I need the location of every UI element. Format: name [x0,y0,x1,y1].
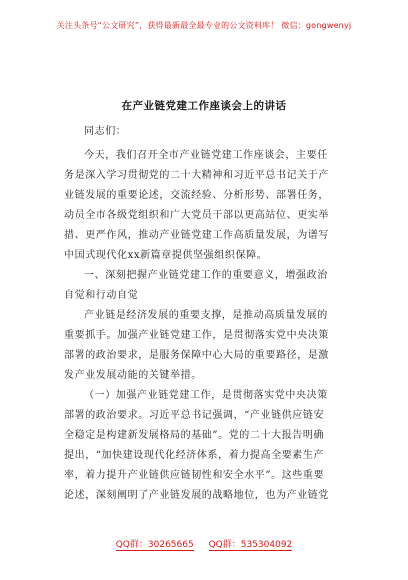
text-line: 部署的政治要求。习近平总书记强调，“产业链供应链安 [64,410,325,421]
text-line: 业链发展的重要论述，交流经验、分析形势、部署任务， [64,190,329,201]
document-body [64,122,358,506]
text-line: 今天，我们召开全市产业链党建工作座谈会，主要任 [84,150,328,161]
text-line: 全稳定是构建新发展格局的基础”。党的二十大报告明确 [64,430,325,441]
text-line: 动员全市各级党组织和广大党员干部以更高站位、更实举 [64,210,329,221]
paragraph [64,266,358,306]
qq-group-1: QQ群：30265665 [116,537,194,551]
text-line: 论述，深刻阐明了产业链发展的战略地位，也为产业链党 [64,490,329,501]
footer [0,537,408,551]
paragraphs [64,146,358,506]
text-line: 部署的政治要求，是服务保障中心大局的重要路径，是激 [64,350,329,361]
text-line: 产业链是经济发展的重要支撑，是推动高质量发展的 [84,310,328,321]
text-line: 务是深入学习贯彻党的二十大精神和习近平总书记关于产 [64,170,329,181]
text-line: 措、更严作风，推动产业链党建工作高质量发展，为谱写 [64,230,329,241]
paragraph [64,306,358,386]
text-line: （一）加强产业链党建工作，是贯彻落实党中央决策 [84,390,328,401]
text-line: 自觉和行动自觉 [64,290,139,301]
paragraph [64,146,358,266]
paragraph [64,386,358,506]
header-banner: 关注头条号“公文研究”，获得最新最全最专业的公文资料库！ 微信：gongwenyj [56,21,352,30]
greeting: 同志们： [84,126,127,137]
text-line: 发产业发展动能的关键举措。 [64,370,202,381]
text-line: 中国式现代化xx新篇章提供坚强组织保障。 [64,250,268,261]
qq-group-2: QQ群：535304092 [209,537,293,551]
document-title: 在产业链党建工作座谈会上的讲话 [121,100,287,112]
text-line: 率，着力提升产业链供应链韧性和安全水平”。这些重要 [64,470,325,481]
text-line: 提出，“加快建设现代化经济体系，着力提高全要素生产 [64,450,325,461]
text-line: 一、深刻把握产业链党建工作的重要意义，增强政治 [84,270,328,281]
text-line: 重要抓手。加强产业链党建工作，是贯彻落实党中央决策 [64,330,329,341]
